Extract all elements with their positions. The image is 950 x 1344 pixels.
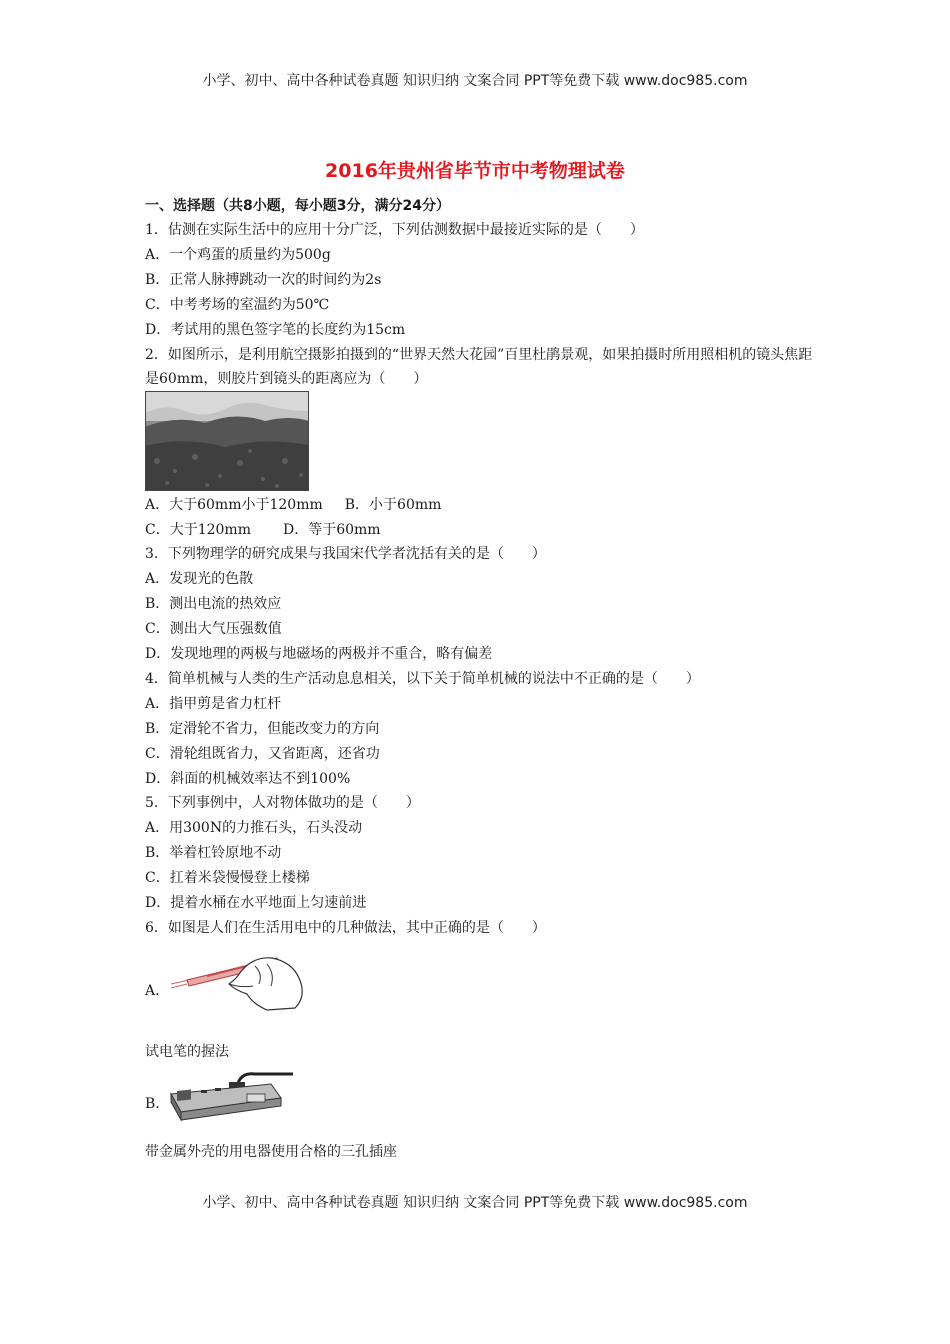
question-6-option-a-caption: 试电笔的握法: [145, 1044, 229, 1060]
question-3-option-a: A．发现光的色散: [145, 571, 254, 587]
section-heading: 一、选择题（共8小题，每小题3分，满分24分）: [145, 198, 450, 214]
question-5-option-b: B．举着杠铃原地不动: [145, 845, 282, 861]
question-6-option-b-label: B．: [145, 1096, 170, 1112]
question-5-option-d: D．提着水桶在水平地面上匀速前进: [145, 895, 367, 911]
question-4-option-d: D．斜面的机械效率达不到100%: [145, 771, 351, 787]
question-2-option-b: B．小于60mm: [344, 497, 442, 513]
question-1-option-d: D．考试用的黑色签字笔的长度约为15cm: [145, 322, 406, 338]
question-1-stem: 1．估测在实际生活中的应用十分广泛，下列估测数据中最接近实际的是（ ）: [145, 222, 644, 238]
landscape-photo: [145, 391, 309, 491]
question-5-stem: 5．下列事例中，人对物体做功的是（ ）: [145, 795, 420, 811]
test-pen-grip-illustration: [167, 944, 310, 1012]
question-2-option-c: C．大于120mm: [145, 522, 251, 538]
question-3-option-d: D．发现地理的两极与地磁场的两极并不重合，略有偏差: [145, 646, 493, 662]
question-2-option-a: A．大于60mm小于120mm: [145, 497, 323, 513]
question-1-option-b: B．正常人脉搏跳动一次的时间约为2s: [145, 272, 382, 288]
question-4-stem: 4．简单机械与人类的生产活动息息相关，以下关于简单机械的说法中不正确的是（ ）: [145, 671, 700, 687]
question-3-option-b: B．测出电流的热效应: [145, 596, 282, 612]
question-3-option-c: C．测出大气压强数值: [145, 621, 282, 637]
power-strip-illustration: [167, 1068, 295, 1122]
question-4-option-b: B．定滑轮不省力，但能改变力的方向: [145, 721, 380, 737]
question-2-stem: 2．如图所示，是利用航空摄影拍摄到的“世界天然大花园”百里杜鹃景观，如果拍摄时所用照相机的镜头焦距是60mm，则胶片到镜头的距离应为（ ）: [145, 347, 813, 387]
question-2-options-row2: [145, 521, 381, 539]
question-3-stem: 3．下列物理学的研究成果与我国宋代学者沈括有关的是（ ）: [145, 546, 546, 562]
question-6-option-a-label: A．: [145, 983, 170, 999]
header-banner: 小学、初中、高中各种试卷真题 知识归纳 文案合同 PPT等免费下载 www.doc985.com: [202, 73, 748, 89]
question-5-option-c: C．扛着米袋慢慢登上楼梯: [145, 870, 310, 886]
question-6-stem: 6．如图是人们在生活用电中的几种做法，其中正确的是（ ）: [145, 920, 546, 936]
question-4-option-c: C．滑轮组既省力，又省距离，还省功: [145, 746, 380, 762]
question-1-option-a: A．一个鸡蛋的质量约为500g: [145, 247, 331, 263]
question-4-option-a: A．指甲剪是省力杠杆: [145, 696, 282, 712]
question-2-options-row1: [145, 496, 441, 514]
page-title: 2016年贵州省毕节市中考物理试卷: [325, 160, 625, 182]
question-6-option-b-caption: 带金属外壳的用电器使用合格的三孔插座: [145, 1144, 397, 1160]
question-2-option-d: D．等于60mm: [282, 522, 381, 538]
footer-banner: 小学、初中、高中各种试卷真题 知识归纳 文案合同 PPT等免费下载 www.doc985.com: [202, 1195, 748, 1211]
question-1-option-c: C．中考考场的室温约为50℃: [145, 297, 330, 313]
question-5-option-a: A．用300N的力推石头，石头没动: [145, 820, 363, 836]
